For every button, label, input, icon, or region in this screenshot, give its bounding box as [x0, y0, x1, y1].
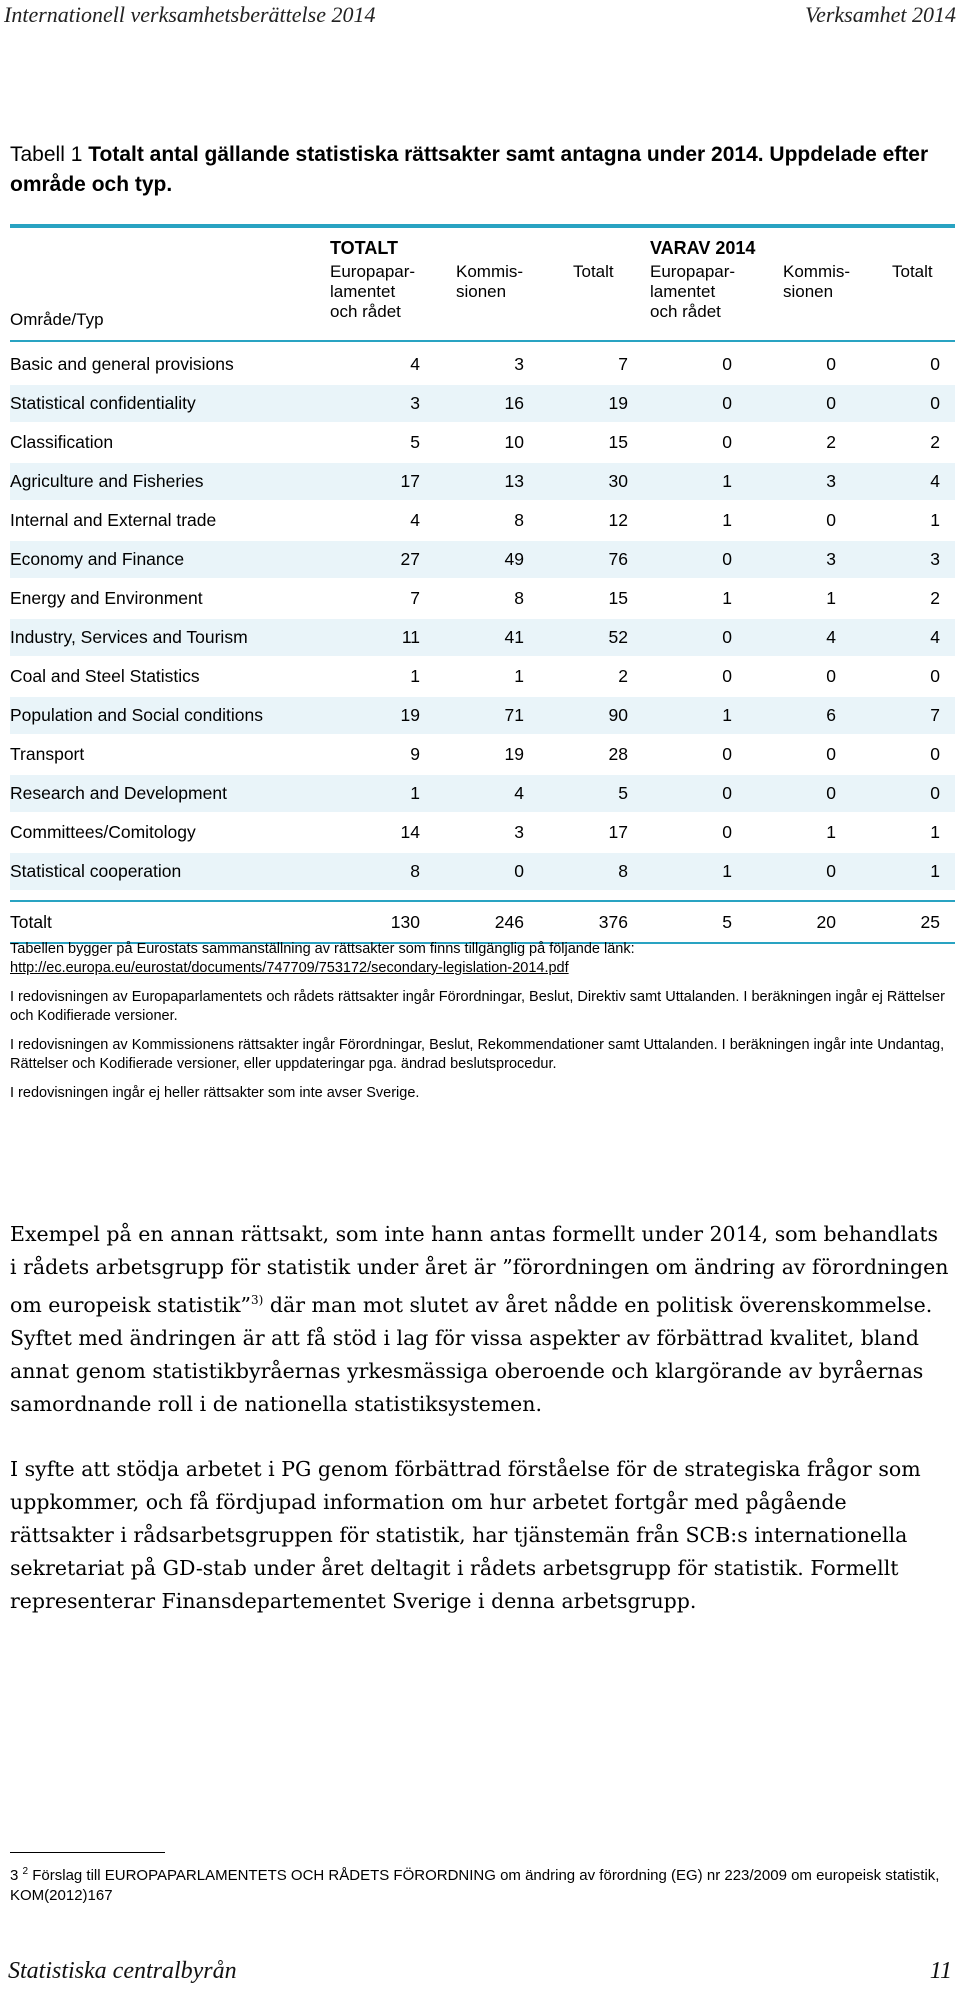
cell-value: 4 — [514, 783, 524, 803]
cell-value: 0 — [930, 783, 940, 803]
cell-value: 49 — [504, 549, 524, 569]
cell-value: 2 — [618, 666, 628, 686]
cell-value: 1 — [722, 588, 732, 608]
cell-value: 15 — [608, 432, 628, 452]
cell-value: 0 — [722, 666, 732, 686]
cell-value: 11 — [401, 627, 420, 647]
cell-value: 0 — [722, 393, 732, 413]
table-row — [10, 775, 955, 812]
row-area: Classification — [10, 432, 114, 452]
cell-value: 0 — [826, 666, 836, 686]
row-area: Energy and Environment — [10, 588, 203, 608]
cell-value: 1 — [930, 822, 940, 842]
table-row — [10, 814, 955, 851]
row-area: Coal and Steel Statistics — [10, 666, 200, 686]
caption-label: Tabell 1 — [10, 143, 83, 166]
total-value: 130 — [390, 911, 420, 932]
paragraph-2: I syfte att stödja arbetet i PG genom förbättrad förståelse för de strategiska frågor som uppkommer, och få fördjupad information om hur arbetet fortgår med pågående rättsakter i rådsarbetsgruppen för statistik, har tjänstemän från SCB:s internationella sekretariat på GD-stab under året deltagit i rådets arbetsgrupp för statistik. Formellt representerar Finansdepartementet Sverige i denna arbetsgrupp. — [10, 1456, 921, 1613]
cell-value: 0 — [722, 822, 732, 842]
cell-value: 4 — [826, 627, 836, 647]
cell-value: 0 — [826, 510, 836, 530]
footnote — [10, 1862, 940, 1906]
cell-value: 4 — [930, 627, 940, 647]
cell-value: 0 — [930, 744, 940, 764]
cell-value: 0 — [930, 393, 940, 413]
cell-value: 4 — [410, 510, 420, 530]
table-row — [10, 502, 955, 539]
footnote-text: Förslag till EUROPAPARLAMENTETS OCH RÅDETS FÖRORDNING om ändring av förordning (EG) nr 223/2009 om europeisk statistik, KOM(2012)167 — [10, 1867, 940, 1904]
group-header-varav-2014: VARAV 2014 — [650, 238, 756, 258]
cell-value: 27 — [400, 549, 420, 569]
cell-value: 7 — [618, 354, 628, 374]
col-header-ep-1: Europapar- lamentet och rådet — [330, 262, 416, 321]
cell-value: 1 — [930, 510, 940, 530]
row-area: Agriculture and Fisheries — [10, 471, 204, 491]
row-area: Transport — [10, 744, 85, 764]
cell-value: 0 — [826, 393, 836, 413]
page-number: 11 — [929, 1957, 952, 1984]
table-row — [10, 736, 955, 773]
cell-value: 8 — [514, 588, 524, 608]
paragraph-1-b: där man mot slutet av året nådde en politisk överenskommelse. Syftet med ändringen är att få stöd i lag för vissa aspekter av förbättrad kvalitet, bland annat genom statistikbyråernas yrkesmässiga oberoende och klargörande av byråernas samordnande roll i de nationella statistiksystemen. — [10, 1292, 933, 1416]
cell-value: 2 — [930, 588, 940, 608]
cell-value: 1 — [722, 471, 732, 491]
cell-value: 76 — [608, 549, 628, 569]
row-area: Statistical cooperation — [10, 861, 182, 881]
cell-value: 1 — [722, 705, 732, 725]
total-value: 20 — [816, 911, 836, 932]
table-row — [10, 385, 955, 422]
footer-publisher: Statistiska centralbyrån — [8, 1957, 237, 1984]
row-area: Population and Social conditions — [10, 705, 263, 725]
cell-value: 0 — [826, 354, 836, 374]
cell-value: 8 — [618, 861, 628, 881]
cell-value: 41 — [504, 627, 524, 647]
table-row — [10, 463, 955, 500]
note-commission: I redovisningen av Kommissionens rättsakter ingår Förordningar, Beslut, Rekommendationer samt Uttalanden. I beräkningen ingår inte Undantag, Rättelser och Kodifierade versioner, eller uppdateringar pga. ändrad beslutsprocedur. — [10, 1037, 945, 1072]
row-area: Economy and Finance — [10, 549, 185, 569]
cell-value: 0 — [930, 354, 940, 374]
cell-value: 8 — [514, 510, 524, 530]
total-label: Totalt — [10, 911, 52, 932]
cell-value: 0 — [514, 861, 524, 881]
cell-value: 19 — [504, 744, 524, 764]
total-value: 5 — [722, 911, 732, 932]
cell-value: 3 — [514, 354, 524, 374]
cell-value: 2 — [826, 432, 836, 452]
running-header — [0, 0, 960, 30]
footnote-divider — [10, 1852, 165, 1853]
total-value: 25 — [920, 911, 940, 932]
total-value: 246 — [494, 911, 524, 932]
cell-value: 0 — [826, 783, 836, 803]
cell-value: 0 — [722, 549, 732, 569]
cell-value: 3 — [930, 549, 940, 569]
note-sweden: I redovisningen ingår ej heller rättsakter som inte avser Sverige. — [10, 1085, 420, 1101]
cell-value: 17 — [400, 471, 420, 491]
cell-value: 14 — [400, 822, 420, 842]
row-area: Committees/Comitology — [10, 822, 196, 842]
cell-value: 1 — [930, 861, 940, 881]
row-area: Research and Development — [10, 783, 227, 803]
table-header — [10, 228, 955, 342]
cell-value: 30 — [608, 471, 628, 491]
total-value: 376 — [598, 911, 628, 932]
table-row — [10, 346, 955, 383]
cell-value: 4 — [410, 354, 420, 374]
cell-value: 1 — [410, 666, 420, 686]
cell-value: 3 — [410, 393, 420, 413]
cell-value: 3 — [826, 549, 836, 569]
row-area: Industry, Services and Tourism — [10, 627, 248, 647]
header-section: Verksamhet 2014 — [805, 2, 956, 27]
table-total-row — [10, 900, 955, 944]
cell-value: 1 — [410, 783, 420, 803]
cell-value: 1 — [826, 588, 836, 608]
cell-value: 71 — [504, 705, 524, 725]
body-text — [10, 1218, 950, 1650]
row-area: Basic and general provisions — [10, 354, 234, 374]
cell-value: 3 — [826, 471, 836, 491]
cell-value: 19 — [608, 393, 628, 413]
cell-value: 5 — [410, 432, 420, 452]
cell-value: 2 — [930, 432, 940, 452]
cell-value: 16 — [504, 393, 524, 413]
table-row — [10, 658, 955, 695]
cell-value: 12 — [608, 510, 628, 530]
cell-value: 28 — [608, 744, 628, 764]
note-source — [10, 940, 945, 978]
cell-value: 4 — [930, 471, 940, 491]
paragraph-1-a: Exempel på en annan rättsakt, som inte hann antas formellt under 2014, som behandlats i rådets arbetsgrupp för statistik under året är ”förordningen om ändring av förordningen om europeisk statistik” — [10, 1222, 949, 1317]
row-area: Statistical confidentiality — [10, 393, 196, 413]
table-row — [10, 697, 955, 734]
group-header-totalt: TOTALT — [330, 238, 398, 258]
footnote-number: 3 — [10, 1867, 19, 1884]
col-header-kom-2: Kommis- sionen — [783, 262, 851, 301]
cell-value: 0 — [722, 744, 732, 764]
table-body — [10, 346, 955, 944]
cell-value: 0 — [722, 783, 732, 803]
cell-value: 3 — [514, 822, 524, 842]
col-header-tot-2: Totalt — [892, 262, 933, 281]
source-link[interactable]: http://ec.europa.eu/eurostat/documents/747709/753172/secondary-legislation-2014.pdf — [10, 960, 569, 976]
cell-value: 0 — [722, 627, 732, 647]
table-row — [10, 541, 955, 578]
note-ep: I redovisningen av Europaparlamentets och rådets rättsakter ingår Förordningar, Beslut, Direktiv samt Uttalanden. I beräkningen ingår ej Rättelser och Kodifierade versioner. — [10, 989, 945, 1024]
cell-value: 5 — [618, 783, 628, 803]
cell-value: 7 — [410, 588, 420, 608]
row-area: Internal and External trade — [10, 510, 217, 530]
col-header-kom-1: Kommis- sionen — [456, 262, 524, 301]
cell-value: 1 — [722, 510, 732, 530]
col-header-tot-1: Totalt — [573, 262, 614, 281]
cell-value: 7 — [930, 705, 940, 725]
table-row — [10, 619, 955, 656]
table-row — [10, 424, 955, 461]
cell-value: 6 — [826, 705, 836, 725]
table-caption — [10, 140, 940, 200]
cell-value: 0 — [826, 744, 836, 764]
cell-value: 90 — [608, 705, 628, 725]
header-title: Internationell verksamhetsberättelse 2014 — [4, 2, 376, 27]
cell-value: 1 — [514, 666, 524, 686]
cell-value: 9 — [410, 744, 420, 764]
cell-value: 10 — [504, 432, 524, 452]
paragraph-1 — [10, 1218, 950, 1421]
cell-value: 17 — [608, 822, 628, 842]
cell-value: 0 — [826, 861, 836, 881]
cell-value: 13 — [504, 471, 524, 491]
col-header-ep-2: Europapar- lamentet och rådet — [650, 262, 736, 321]
statistics-table — [10, 224, 955, 946]
cell-value: 1 — [722, 861, 732, 881]
cell-value: 0 — [722, 432, 732, 452]
cell-value: 0 — [722, 354, 732, 374]
running-footer — [0, 1955, 960, 1987]
cell-value: 19 — [400, 705, 420, 725]
cell-value: 1 — [826, 822, 836, 842]
table-row — [10, 853, 955, 890]
note-source-text: Tabellen bygger på Eurostats sammanställning av rättsakter som finns tillgänglig på följande länk: — [10, 941, 635, 957]
cell-value: 8 — [410, 861, 420, 881]
cell-value: 15 — [608, 588, 628, 608]
row-header-label: Område/Typ — [10, 310, 104, 329]
footnote-sup: 2 — [22, 1866, 29, 1877]
table-notes — [10, 940, 945, 1113]
caption-title: Totalt antal gällande statistiska rättsakter samt antagna under 2014. Uppdelade efter område och typ. — [10, 143, 929, 196]
cell-value: 0 — [930, 666, 940, 686]
table-row — [10, 580, 955, 617]
footnote-ref: 3) — [251, 1293, 264, 1307]
cell-value: 52 — [608, 627, 628, 647]
